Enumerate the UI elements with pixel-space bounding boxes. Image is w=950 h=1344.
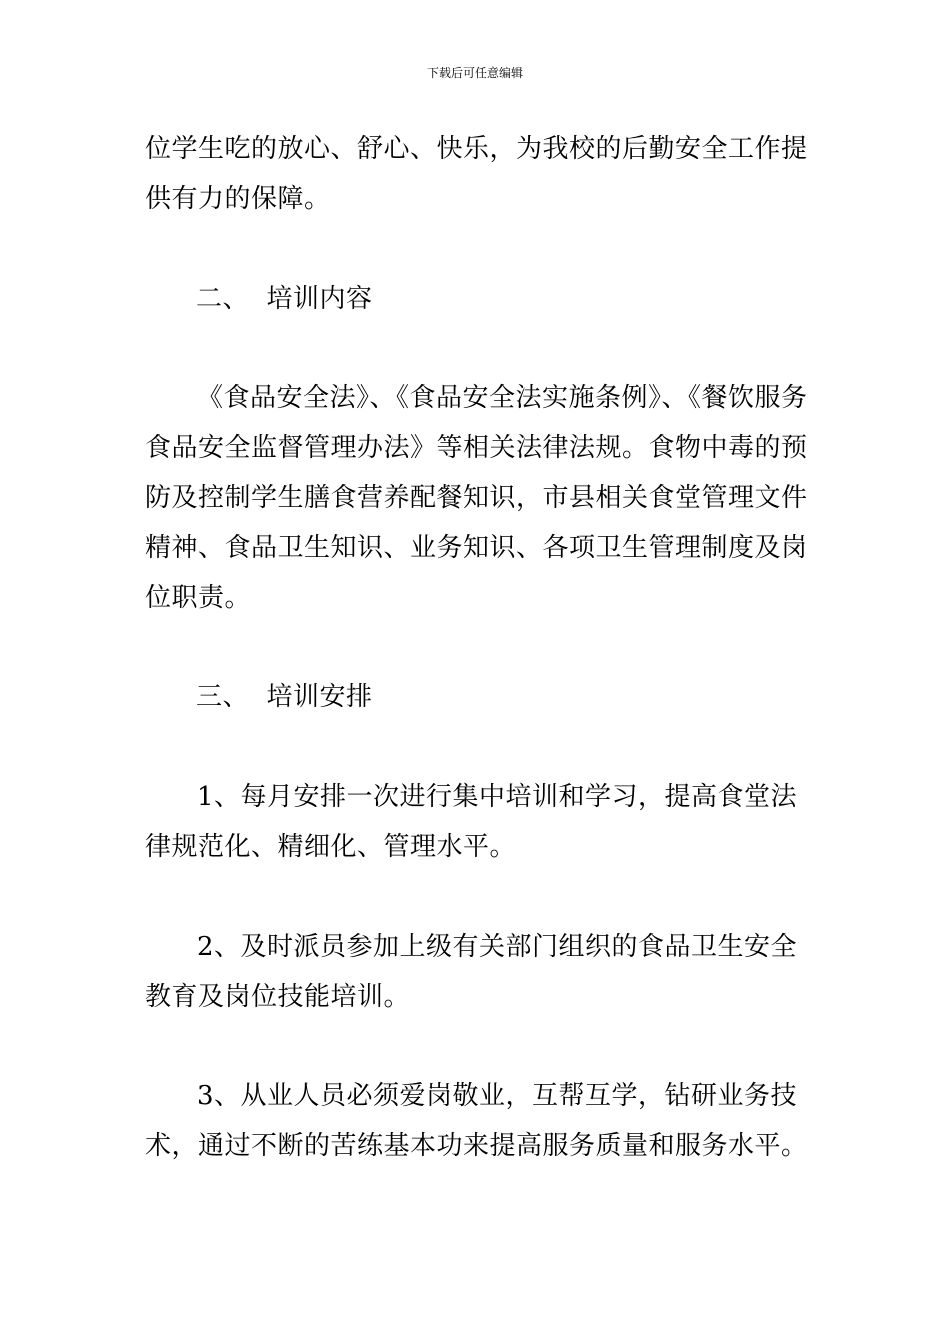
list-item-arrangement-3: 3、从业人员必须爱岗敬业，互帮互学，钻研业务技术，通过不断的苦练基本功来提高服务质量和服务水平。 [145,1081,808,1161]
paragraph-intro-continuation: 位学生吃的放心、舒心、快乐，为我校的后勤安全工作提供有力的保障。 [145,134,808,214]
list-item-arrangement-1: 1、每月安排一次进行集中培训和学习，提高食堂法律规范化、精细化、管理水平。 [145,782,798,862]
section-heading-training-arrangement: 三、 培训安排 [196,682,373,712]
page-header: 下载后可任意编辑 [426,66,523,80]
section-heading-training-content: 二、 培训内容 [196,284,373,314]
paragraph-training-content: 《食品安全法》、《食品安全法实施条例》、《餐饮服务食品安全监督管理办法》等相关法律法规。食物中毒的预防及控制学生膳食营养配餐知识，市县相关食堂管理文件精神、食品卫生知识、业务知识、各项卫生管理制度及岗位职责。 [145,383,808,613]
list-item-arrangement-2: 2、及时派员参加上级有关部门组织的食品卫生安全教育及岗位技能培训。 [145,932,798,1012]
